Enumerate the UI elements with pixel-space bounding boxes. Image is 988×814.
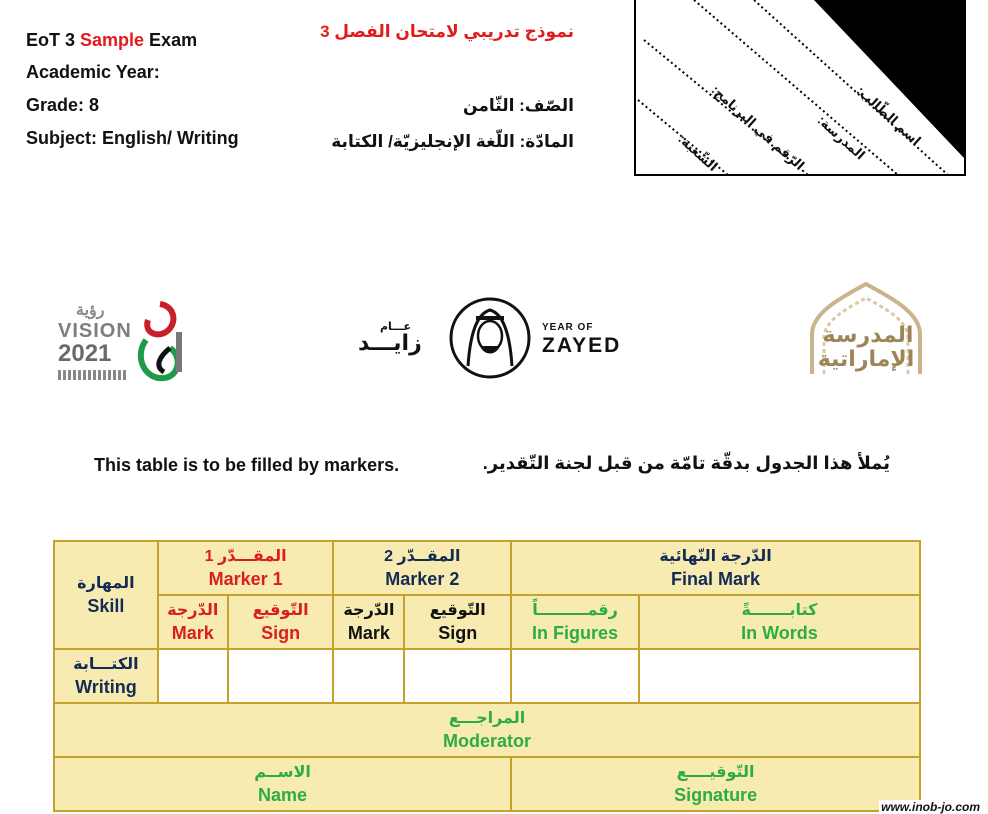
exam-title: EoT 3 Sample Exam xyxy=(26,30,198,50)
watermark-link[interactable]: www.inob-jo.com xyxy=(881,800,980,814)
zayed-en-small: YEAR OF xyxy=(542,322,594,333)
sheikh-zayed-portrait-icon xyxy=(448,296,532,380)
vision-en-text: VISION xyxy=(58,320,132,342)
marker1-mark-input[interactable] xyxy=(158,649,228,703)
vision-caption xyxy=(58,370,128,380)
academic-year-label: Academic Year: xyxy=(26,62,160,82)
program-number-field: الرّقم في البرنامج: xyxy=(708,82,808,174)
vision-2021-logo xyxy=(54,296,194,388)
marker2-sign-input[interactable] xyxy=(404,649,511,703)
final-words-input[interactable] xyxy=(639,649,920,703)
grade-label-ar: الصّف: الثّامن xyxy=(463,96,574,115)
final-figures-input[interactable] xyxy=(511,649,639,703)
in-figures-header: رقمـــــــــاً In Figures xyxy=(511,595,639,649)
subject-label-ar: المادّة: اللّغة الإنجليزيّة/ الكتابة xyxy=(331,132,574,151)
moderator-name-cell[interactable]: الاســم Name xyxy=(54,757,511,811)
final-mark-header: الدّرجة النّهائية Final Mark xyxy=(511,541,920,595)
marker1-sign-header: التّوقيع Sign xyxy=(228,595,334,649)
vision-year-text: 2021 xyxy=(58,340,112,367)
marker1-sign-input[interactable] xyxy=(228,649,334,703)
school-field: المدرسة: xyxy=(814,112,868,163)
marker1-mark-header: الدّرجة Mark xyxy=(158,595,228,649)
school-name-ar-2: الإماراتية xyxy=(817,346,915,371)
subject-label: Subject: English/ Writing xyxy=(26,128,239,148)
student-info-box xyxy=(634,0,966,176)
grade-label: Grade: 8 xyxy=(26,95,100,115)
emirati-school-logo xyxy=(804,282,928,378)
zayed-ar-text: زايـــد xyxy=(358,330,422,355)
moderator-row: المراجـــع Moderator xyxy=(54,703,920,757)
marker2-mark-input[interactable] xyxy=(333,649,404,703)
vision-emblem-icon xyxy=(130,296,190,386)
section-field: الشّعبة: xyxy=(675,131,721,175)
marker2-mark-header: الدّرجة Mark xyxy=(333,595,404,649)
writing-skill-cell: الكتـــابة Writing xyxy=(54,649,158,703)
instruction-en: This table is to be filled by markers. xyxy=(94,455,400,475)
student-name-field: اسم الطّالب: xyxy=(853,82,924,149)
exam-title-ar: نموذج تدريبي لامتحان الفصل 3 xyxy=(320,22,574,41)
in-words-header: كتابـــــــةً In Words xyxy=(639,595,920,649)
vision-ar-text: رؤية xyxy=(76,302,105,319)
zayed-ar-small: عـــام xyxy=(380,321,411,333)
marker2-header: المقــدّر 2 Marker 2 xyxy=(333,541,511,595)
markers-table xyxy=(53,540,921,812)
skill-header: المهارة Skill xyxy=(54,541,158,649)
exam-title-highlight: Sample xyxy=(80,30,145,50)
moderator-signature-cell[interactable]: التّوقيــــع Signature xyxy=(511,757,920,811)
marker2-sign-header: التّوقيع Sign xyxy=(404,595,511,649)
instruction-ar: يُملأ هذا الجدول بدقّة تامّة من قبل لجنة التّقدير. xyxy=(482,453,890,473)
marker1-header: المقـــدّر 1 Marker 1 xyxy=(158,541,334,595)
zayed-en-text: ZAYED xyxy=(542,334,622,357)
year-of-zayed-logo xyxy=(352,296,632,382)
school-name-ar-1: المدرسة xyxy=(822,322,914,347)
